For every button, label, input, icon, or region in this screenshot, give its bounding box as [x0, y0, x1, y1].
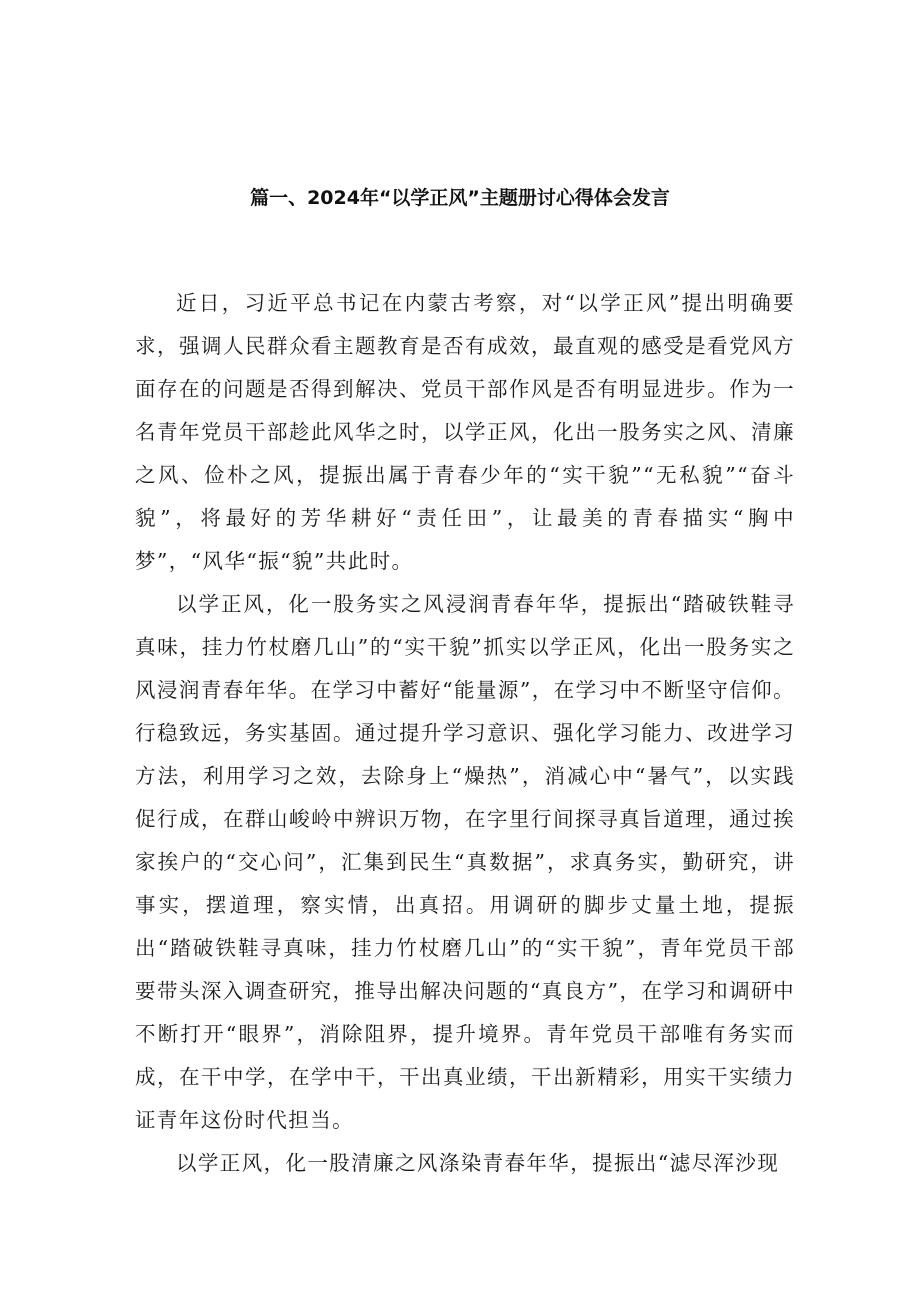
paragraph-pragmatic-style: 以学正风，化一股务实之风浸润青春年华，提振出“踏破铁鞋寻真味，挂力竹杖磨几山”的“实干貌”抓实以学正风，化出一股务实之风浸润青春年华。在学习中蓄好“能量源”，在学习中不断坚守信仰。行稳致远，务实基固。通过提升学习意识、强化学习能力、改进学习方法，利用学习之效，去除身上“燥热”，消减心中“暑气”，以实践促行成，在群山峻岭中辨识万物，在字里行间探寻真旨道理，通过挨家挨户的“交心问”，汇集到民生“真数据”，求真务实，勤研究，讲事实，摆道理，察实情，出真招。用调研的脚步丈量土地，提振出“踏破铁鞋寻真味，挂力竹杖磨几山”的“实干貌”，青年党员干部要带头深入调查研究，推导出解决问题的“真良方”，在学习和调研中不断打开“眼界”，消除阻界，提升境界。青年党员干部唯有务实而成，在干中学，在学中干，干出真业绩，干出新精彩，用实干实绩力证青年这份时代担当。	[135, 592, 795, 1132]
document-body	[135, 282, 795, 1185]
paragraph-intro: 近日，习近平总书记在内蒙古考察，对“以学正风”提出明确要求，强调人民群众看主题教育是否有成效，最直观的感受是看党风方面存在的问题是否得到解决、党员干部作风是否有明显进步。作为一名青年党员干部趁此风华之时，以学正风，化出一股务实之风、清廉之风、俭朴之风，提振出属于青春少年的“实干貌”“无私貌”“奋斗貌”，将最好的芳华耕好“责任田”，让最美的青春描实“胸中梦”，“风华“振“貌”共此时。	[135, 291, 795, 573]
paragraph-integrity-style: 以学正风，化一股清廉之风涤染青春年华，提振出“滤尽浑沙现	[176, 1151, 780, 1175]
document-title: 篇一、2024年“以学正风”主题册讨心得体会发言	[250, 187, 670, 209]
